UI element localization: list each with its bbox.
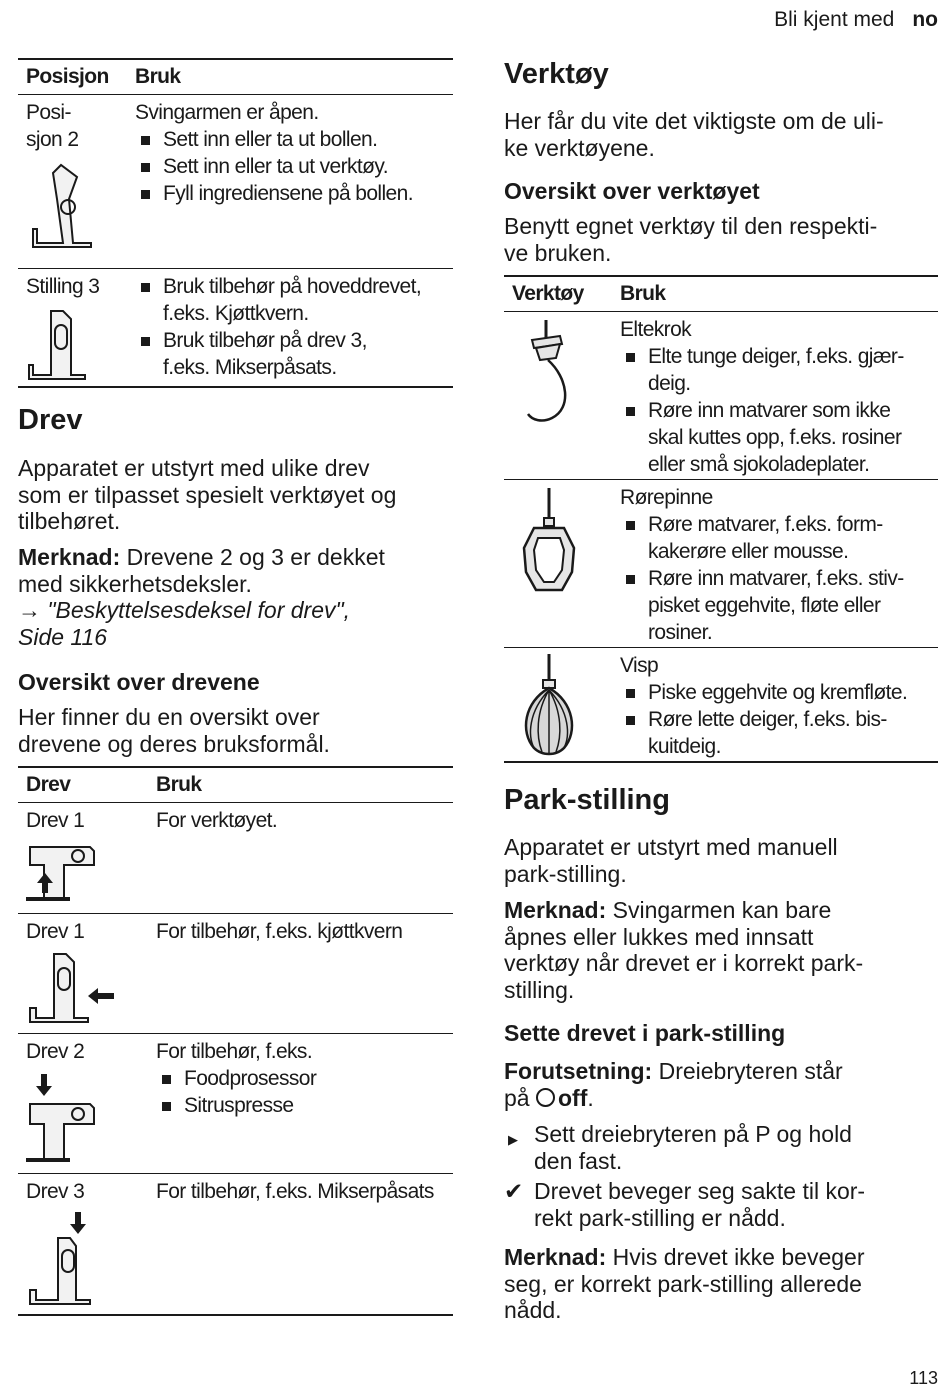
row-description: Svingarmen er åpen. — [135, 101, 319, 124]
result-step: ✔ Drevet beveger seg sakte til kor- rekt park-stilling er nådd. — [504, 1178, 866, 1231]
dough-hook-icon — [516, 318, 586, 428]
note-label: Merknad: — [504, 897, 607, 923]
list-item: Sett inn eller ta ut bollen. — [135, 126, 413, 153]
drev-cross-reference[interactable]: → "Beskyttelsesdeksel for drev", Side 116 — [18, 597, 351, 650]
table-header — [18, 60, 453, 95]
instruction-step: ▶ Sett dreiebryteren på P og hold den fast. — [508, 1121, 852, 1174]
note-label: Merknad: — [18, 544, 121, 570]
table-row — [18, 1034, 453, 1174]
list-item: Røre matvarer, f.eks. form- kakerøre eller mousse. — [620, 511, 904, 565]
table-row — [18, 95, 453, 269]
table-header — [504, 277, 938, 312]
section-name: Bli kjent med — [774, 8, 895, 31]
mixer-arm-open-icon — [23, 159, 98, 251]
tool-name: Visp — [620, 654, 659, 677]
header-use: Bruk — [156, 773, 202, 796]
table-header — [18, 768, 453, 803]
position-table — [18, 58, 453, 388]
park-prerequisite: Forutsetning: Dreiebryteren står på off. — [504, 1058, 843, 1111]
drive-label: Drev 2 — [26, 1040, 85, 1063]
step-arrow-icon: ▶ — [508, 1132, 518, 1147]
tool-name: Eltekrok — [620, 318, 692, 341]
park-note-2: Merknad: Hvis drevet ikke beveger seg, er korrekt park-stilling allerede nådd. — [504, 1244, 865, 1323]
table-row — [504, 480, 938, 648]
header-drive: Drev — [26, 773, 71, 796]
list-item: Elte tunge deiger, f.eks. gjær- deig. — [620, 343, 904, 397]
drev-overview-title: Oversikt over drevene — [18, 669, 260, 695]
drev-overview-text: Her finner du en oversikt over drevene og deres bruksformål. — [18, 704, 330, 757]
section-title-drev: Drev — [18, 404, 83, 436]
list-item: Sett inn eller ta ut verktøy. — [135, 153, 413, 180]
park-subtitle: Sette drevet i park-stilling — [504, 1020, 786, 1046]
header-use: Bruk — [135, 65, 181, 88]
drive-label: Drev 1 — [26, 809, 85, 832]
table-row — [18, 914, 453, 1034]
drev-intro: Apparatet er utstyrt med ulike drev som er tilpasset spesielt verktøyet og tilbehøret. — [18, 455, 397, 534]
header-use: Bruk — [620, 282, 666, 305]
off-symbol-icon — [536, 1088, 555, 1107]
header-position: Posisjon — [26, 65, 109, 88]
drive-use: For tilbehør, f.eks. — [156, 1040, 313, 1063]
drive-use: For tilbehør, f.eks. kjøttkvern — [156, 920, 403, 943]
list-item: Foodprosessor — [156, 1065, 316, 1092]
section-title-verktoy: Verktøy — [504, 58, 609, 90]
running-header — [774, 8, 938, 32]
tool-name: Rørepinne — [620, 486, 713, 509]
header-tool: Verktøy — [512, 282, 584, 305]
list-item: Piske eggehvite og kremfløte. — [620, 679, 907, 706]
section-title-park: Park-stilling — [504, 784, 670, 816]
drive2-arrow-down-icon — [24, 1070, 104, 1170]
verktoy-overview-title: Oversikt over verktøyet — [504, 178, 760, 204]
list-item: Sitruspresse — [156, 1092, 316, 1119]
verktoy-overview-text: Benytt egnet verktøy til den respekti- ve bruken. — [504, 213, 878, 266]
prerequisite-label: Forutsetning: — [504, 1058, 653, 1084]
list-item: Røre lette deiger, f.eks. bis- kuitdeig. — [620, 706, 907, 760]
drive-table — [18, 766, 453, 1316]
whisk-icon — [514, 652, 584, 760]
note-label: Merknad: — [504, 1244, 607, 1270]
checkmark-icon: ✔ — [504, 1178, 524, 1204]
beater-icon — [514, 486, 584, 596]
verktoy-intro: Her får du vite det viktigste om de uli- ke verktøyene. — [504, 108, 884, 161]
tool-table — [504, 275, 938, 763]
position-label: Stilling 3 — [26, 275, 100, 298]
drive1-arrow-up-icon — [24, 841, 104, 903]
table-row — [18, 1174, 453, 1316]
list-item: Bruk tilbehør på hoveddrevet, f.eks. Kjøttkvern. — [135, 273, 421, 327]
page-number: 113 — [909, 1368, 938, 1388]
position-label: sjon 2 — [26, 128, 79, 151]
drive1-arrow-side-icon — [24, 948, 122, 1028]
table-row — [504, 312, 938, 480]
table-row — [504, 648, 938, 763]
park-note: Merknad: Svingarmen kan bare åpnes eller lukkes med innsatt verktøy når drevet er i korrekt park- stilling. — [504, 897, 864, 1003]
language-code: no — [912, 8, 938, 31]
drive-label: Drev 3 — [26, 1180, 85, 1203]
list-item: Røre inn matvarer som ikke skal kuttes opp, f.eks. rosiner eller små sjokoladeplater. — [620, 397, 904, 478]
list-item: Røre inn matvarer, f.eks. stiv- pisket eggehvite, fløte eller rosiner. — [620, 565, 904, 646]
park-intro: Apparatet er utstyrt med manuell park-stilling. — [504, 834, 838, 887]
drive-use: For tilbehør, f.eks. Mikserpåsats — [156, 1180, 434, 1203]
drev-note: Merknad: Drevene 2 og 3 er dekket med sikkerhetsdeksler. — [18, 544, 385, 597]
position-label: Posi- — [26, 101, 71, 124]
drive3-arrow-down-icon — [24, 1210, 104, 1310]
mixer-position3-icon — [23, 305, 93, 383]
list-item: Bruk tilbehør på drev 3, f.eks. Mikserpåsats. — [135, 327, 421, 381]
table-row — [18, 803, 453, 914]
list-item: Fyll ingrediensene på bollen. — [135, 180, 413, 207]
drive-label: Drev 1 — [26, 920, 85, 943]
drive-use: For verktøyet. — [156, 809, 278, 832]
table-row — [18, 269, 453, 388]
